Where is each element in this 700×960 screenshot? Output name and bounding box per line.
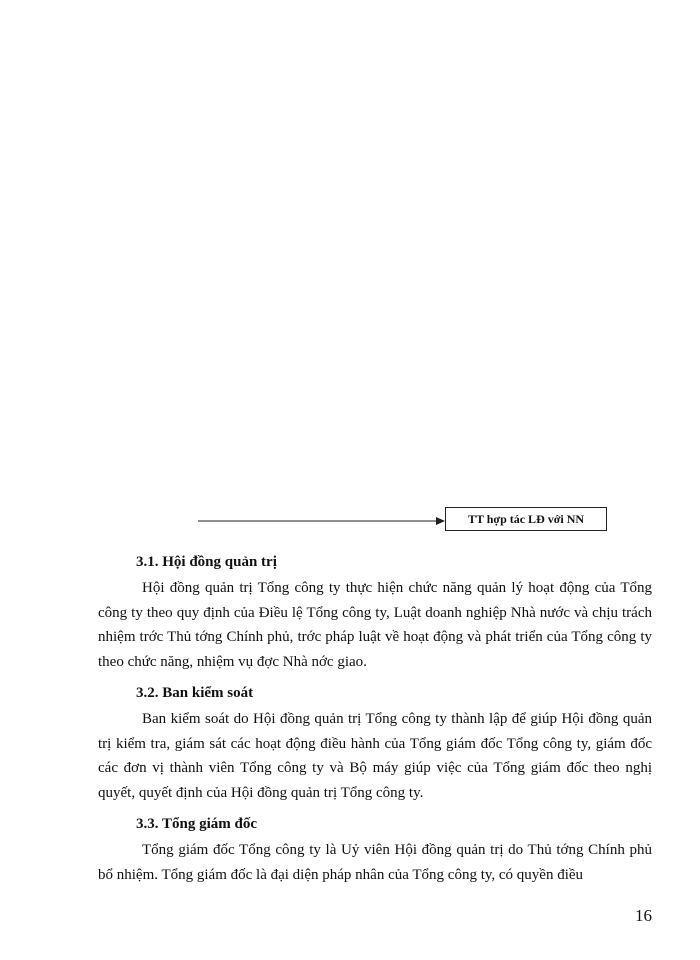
document-body [98, 548, 652, 887]
section-heading-board-of-directors: 3.1. Hội đồng quản trị [136, 554, 277, 570]
page-number: 16 [635, 906, 652, 925]
section-heading-general-director: 3.3. Tổng giám đốc [136, 816, 257, 832]
section-heading-supervisory-board: 3.2. Ban kiểm soát [136, 685, 254, 701]
section-paragraph-board-of-directors: Hội đồng quản trị Tổng công ty thực hiện chức năng quản lý hoạt động của Tổng công ty theo quy định của Điều lệ Tổng công ty, Luật doanh nghiệp Nhà nước và chịu trách nhiệm trớc Thủ tớng Chính phủ, trớc pháp luật về hoạt động và phát triển của Tổng công ty theo chức năng, nhiệm vụ đợc Nhà nớc giao. [98, 580, 652, 670]
section-paragraph-general-director: Tổng giám đốc Tổng công ty là Uỷ viên Hội đồng quản trị do Thủ tớng Chính phủ bổ nhiệm. Tổng giám đốc là đại diện pháp nhân của Tổng công ty, có quyền điều [98, 842, 652, 883]
section-paragraph-supervisory-board: Ban kiểm soát do Hội đồng quản trị Tổng công ty thành lập để giúp Hội đồng quản trị kiểm tra, giám sát các hoạt động điều hành của Tổng giám đốc Tổng công ty, giám đốc các đơn vị thành viên Tổng công ty và Bộ máy giúp việc của Tổng giám đốc theo nghị quyết, quyết định của Hội đồng quản trị Tổng công ty. [98, 711, 652, 801]
org-chart-arrow [198, 513, 446, 529]
org-chart-box-labour-cooperation-center: TT hợp tác LĐ với NN [445, 507, 607, 531]
